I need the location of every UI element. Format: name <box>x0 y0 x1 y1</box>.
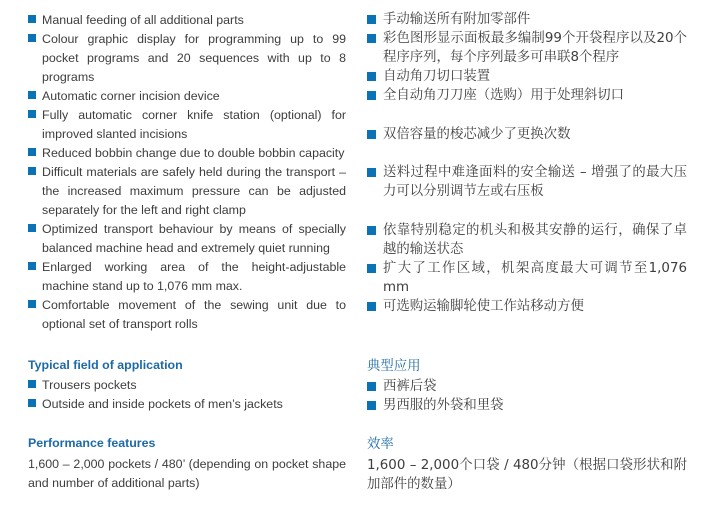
list-item: Difficult materials are safely held during the transport – the increased maximum pressure can be adjusted separately for the left and right clamp <box>28 163 346 220</box>
square-bullet-icon <box>367 91 376 100</box>
square-bullet-icon <box>367 401 376 410</box>
feature-list-zh <box>367 10 687 105</box>
square-bullet-icon <box>367 72 376 81</box>
list-item: Optimized transport behaviour by means of specially balanced machine head and extremely quiet running <box>28 220 346 258</box>
list-item: 自动角刀切口装置 <box>367 67 687 86</box>
square-bullet-icon <box>367 226 376 235</box>
application-list-zh <box>367 377 687 415</box>
list-item: Fully automatic corner knife station (optional) for improved slanted incisions <box>28 106 346 144</box>
performance-heading: Performance features <box>28 436 156 450</box>
list-item: Comfortable movement of the sewing unit due to optional set of transport rolls <box>28 296 346 334</box>
square-bullet-icon <box>28 224 36 232</box>
square-bullet-icon <box>367 15 376 24</box>
list-item: Colour graphic display for programming up to 99 pocket programs and 20 sequences with up to 8 programs <box>28 30 346 87</box>
application-list-en <box>28 376 346 414</box>
square-bullet-icon <box>28 380 36 388</box>
list-item: 送料过程中难逢面料的安全输送 – 增强了的最大压力可以分别调节左或右压板 <box>367 163 687 201</box>
feature-list-zh-2 <box>367 125 687 144</box>
square-bullet-icon <box>367 168 376 177</box>
list-item: 男西服的外袋和里袋 <box>367 396 687 415</box>
square-bullet-icon <box>28 15 36 23</box>
square-bullet-icon <box>367 130 376 139</box>
square-bullet-icon <box>28 34 36 42</box>
list-item: Reduced bobbin change due to double bobbin capacity <box>28 144 346 163</box>
square-bullet-icon <box>28 167 36 175</box>
feature-list-zh-4 <box>367 221 687 316</box>
square-bullet-icon <box>367 34 376 43</box>
list-item: Manual feeding of all additional parts <box>28 11 346 30</box>
list-item: 西裤后袋 <box>367 377 687 396</box>
list-item: 依靠特别稳定的机头和极其安静的运行，确保了卓越的输送状态 <box>367 221 687 259</box>
application-heading: Typical field of application <box>28 358 183 372</box>
list-item: 可选购运输脚轮使工作站移动方便 <box>367 297 687 316</box>
application-heading-zh: 典型应用 <box>367 359 421 374</box>
square-bullet-icon <box>28 91 36 99</box>
square-bullet-icon <box>28 300 36 308</box>
list-item: 扩大了工作区域，机架高度最大可调节至1,076 mm <box>367 259 687 297</box>
list-item: 全自动角刀刀座（选购）用于处理斜切口 <box>367 86 687 105</box>
square-bullet-icon <box>367 382 376 391</box>
list-item: Enlarged working area of the height-adjustable machine stand up to 1,076 mm max. <box>28 258 346 296</box>
square-bullet-icon <box>28 262 36 270</box>
performance-text-zh: 1,600 – 2,000个口袋 / 480分钟（根据口袋形状和附加部件的数量） <box>367 458 687 492</box>
list-item: Automatic corner incision device <box>28 87 346 106</box>
square-bullet-icon <box>28 399 36 407</box>
feature-list-zh-3 <box>367 163 687 201</box>
list-item: 双倍容量的梭芯减少了更换次数 <box>367 125 687 144</box>
performance-heading-zh: 效率 <box>367 437 394 452</box>
list-item: Trousers pockets <box>28 376 346 395</box>
square-bullet-icon <box>28 148 36 156</box>
list-item: 彩色图形显示面板最多编制99个开袋程序以及20个程序序列，每个序列最多可串联8个程序 <box>367 29 687 67</box>
square-bullet-icon <box>367 264 376 273</box>
list-item: 手动输送所有附加零部件 <box>367 10 687 29</box>
list-item: Outside and inside pockets of men’s jackets <box>28 395 346 414</box>
square-bullet-icon <box>28 110 36 118</box>
feature-list-en <box>28 11 346 334</box>
performance-text: 1,600 – 2,000 pockets / 480’ (depending on pocket shape and number of additional parts) <box>28 457 346 490</box>
square-bullet-icon <box>367 302 376 311</box>
